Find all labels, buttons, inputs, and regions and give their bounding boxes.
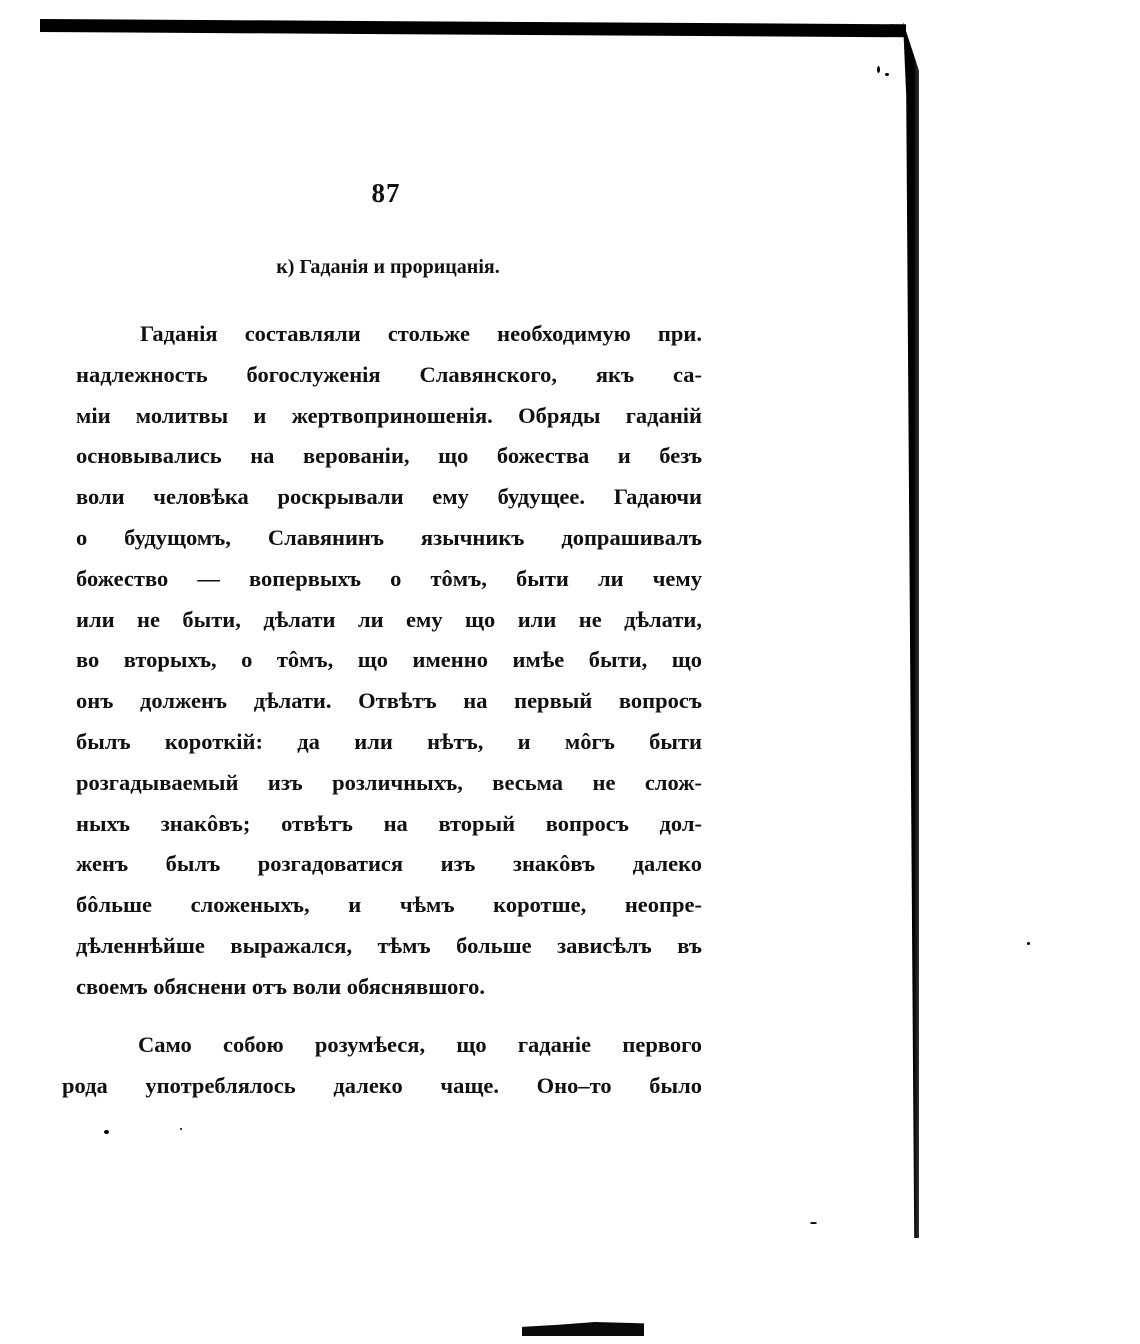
text-line: ныхъ знакôвъ; отвѣтъ на вторый вопросъ дол-	[76, 810, 702, 836]
scan-right-edge	[903, 22, 919, 1238]
speck	[1027, 942, 1030, 945]
page-number: 87	[371, 178, 401, 208]
text-line: дѣленнѣйше выражался, тѣмъ больше зависѣлъ въ	[76, 932, 702, 958]
text-line: о будущомъ, Славянинъ язычникъ допрашивалъ	[76, 524, 702, 550]
text-line: былъ короткій: да или нѣтъ, и мôгъ быти	[76, 728, 702, 754]
text-line: воли человѣка роскрывали ему будущее. Гадаючи	[76, 484, 702, 510]
text-line: или не быти, дѣлати ли ему що или не дѣлати,	[76, 606, 702, 632]
speck	[885, 73, 889, 76]
text-line: во вторыхъ, о тôмъ, що именно имѣе быти, що	[76, 647, 702, 673]
library-stamp-mark	[522, 1322, 644, 1336]
text-line: Гаданія составляли стольже необходимую при.	[140, 321, 702, 346]
speck	[180, 1128, 182, 1130]
text-line: основывались на верованіи, що божества и безъ	[76, 443, 702, 469]
scan-top-edge	[40, 19, 906, 37]
text-line: бôльше сложеныхъ, и чѣмъ коротше, неопре-	[76, 892, 702, 918]
text-line: розгадываемый изъ розличныхъ, весьма не слож-	[76, 769, 702, 795]
text-line: своемъ обяснени отъ воли обяснявшого.	[76, 973, 485, 999]
paragraph-1	[76, 314, 702, 1008]
text-line: женъ былъ розгадоватися изъ знакôвъ далеко	[76, 851, 702, 877]
speck	[810, 1222, 817, 1224]
text-line: рода употреблялось далеко чаще. Оно–то было	[62, 1072, 702, 1098]
speck	[104, 1130, 109, 1134]
text-line: міи молитвы и жертвоприношенія. Обряды гаданій	[76, 402, 702, 428]
paragraph-2	[62, 1025, 702, 1107]
section-heading: к) Гаданія и прорицанія.	[276, 256, 500, 278]
speck	[877, 66, 880, 73]
text-line: Само собою розумѣеся, що гаданіе первого	[138, 1032, 702, 1057]
text-line: надлежность богослуженія Славянского, якъ са-	[76, 361, 702, 387]
text-line: онъ долженъ дѣлати. Отвѣтъ на первый вопросъ	[76, 688, 702, 714]
text-line: божество — вопервыхъ о тôмъ, быти ли чему	[76, 565, 702, 591]
